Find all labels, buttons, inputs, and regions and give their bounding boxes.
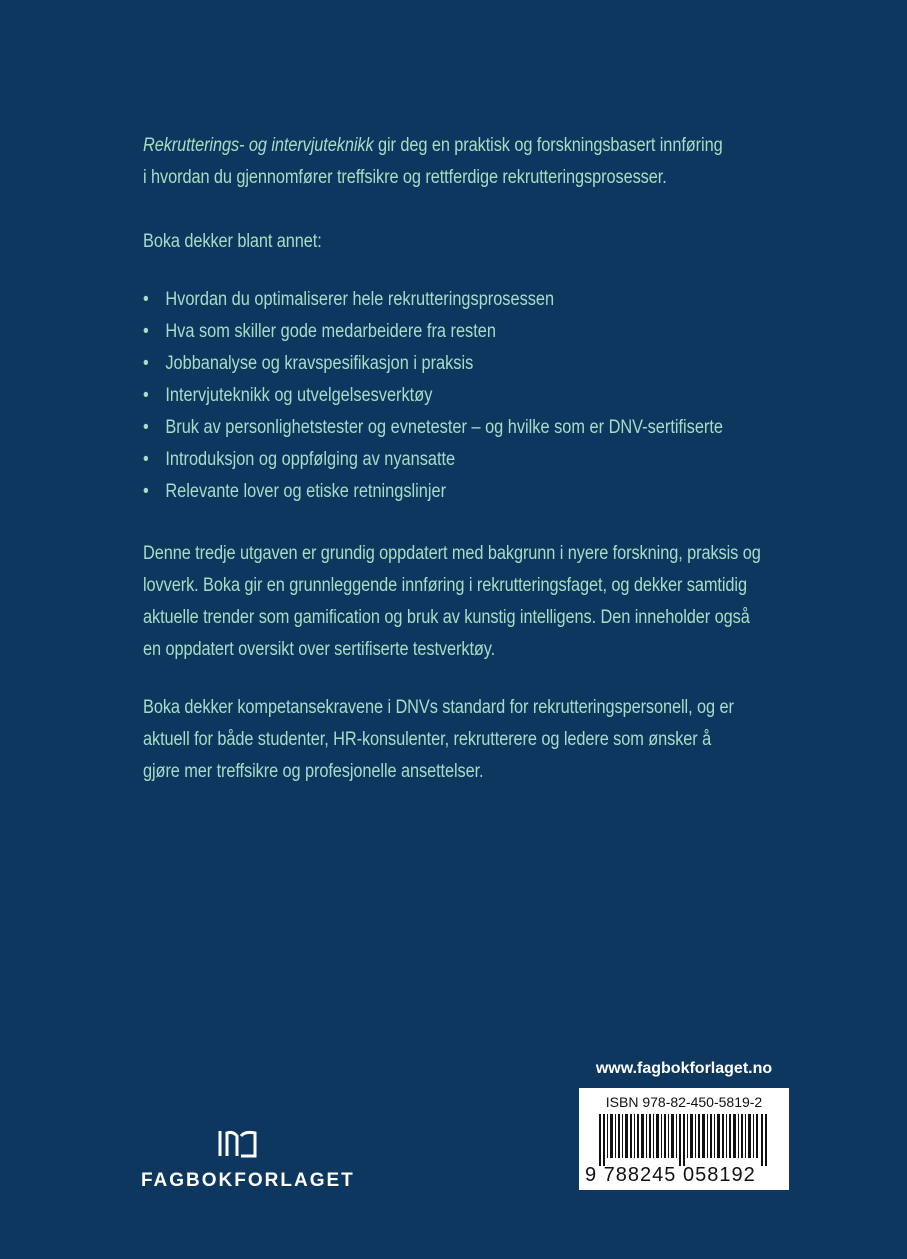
bullet-icon: • (143, 321, 149, 342)
list-item-text: Intervjuteknikk og utvelgelsesverktøy (165, 385, 433, 406)
bullet-icon: • (143, 417, 149, 438)
isbn-barcode (579, 1088, 789, 1190)
publisher-name: FAGBOKFORLAGET (141, 1170, 355, 1191)
list-item-text: Bruk av personlighetstester og evnetester – og hvilke som er DNV-sertifiserte (165, 417, 723, 438)
book-logo-icon (217, 1128, 259, 1160)
barcode-digits: 9 788245 058192 (585, 1164, 756, 1186)
paragraph-line: lovverk. Boka gir en grunnleggende innføring i rekrutteringsfaget, og dekker samtidig (143, 575, 747, 596)
paragraph-line: aktuell for både studenter, HR-konsulenter, rekrutterere og ledere som ønsker å (143, 729, 712, 750)
barcode-icon (599, 1114, 771, 1166)
intro-line-1 (143, 130, 723, 162)
intro-paragraph (143, 130, 723, 194)
list-item (143, 316, 723, 348)
list-item-text: Introduksjon og oppfølging av nyansatte (165, 449, 456, 470)
list-item-text: Jobbanalyse og kravspesifikasjon i praksis (165, 353, 474, 374)
bullet-icon: • (143, 449, 149, 470)
list-item-text: Relevante lover og etiske retningslinjer (165, 481, 447, 502)
list-item (143, 380, 723, 412)
edition-paragraph (143, 538, 761, 666)
list-item-text: Hva som skiller gode medarbeidere fra resten (165, 321, 496, 342)
paragraph-line: en oppdatert oversikt over sertifiserte testverktøy. (143, 639, 496, 660)
intro-line-2: i hvordan du gjennomfører treffsikre og rettferdige rekrutteringsprosesser. (143, 167, 667, 188)
publisher-url: www.fagbokforlaget.no (595, 1060, 773, 1077)
paragraph-line: Denne tredje utgaven er grundig oppdatert med bakgrunn i nyere forskning, praksis og (143, 543, 761, 564)
book-title-italic: Rekrutterings- og intervjuteknikk (143, 135, 374, 156)
list-item (143, 476, 723, 508)
topic-list (143, 284, 723, 508)
paragraph-line: gjøre mer treffsikre og profesjonelle ansettelser. (143, 761, 484, 782)
audience-paragraph (143, 692, 734, 788)
bullet-icon: • (143, 481, 149, 502)
isbn-label: ISBN 978-82-450-5819-2 (605, 1094, 763, 1110)
bullet-icon: • (143, 385, 149, 406)
paragraph-line: aktuelle trender som gamification og bruk av kunstig intelligens. Den inneholder også (143, 607, 750, 628)
bullet-icon: • (143, 289, 149, 310)
list-item (143, 348, 723, 380)
lead-text: Boka dekker blant annet: (143, 231, 322, 252)
bullet-icon: • (143, 353, 149, 374)
list-item (143, 444, 723, 476)
list-item (143, 284, 723, 316)
list-item (143, 412, 723, 444)
intro-line-1-rest: gir deg en praktisk og forskningsbasert innføring (373, 135, 723, 156)
paragraph-line: Boka dekker kompetansekravene i DNVs standard for rekrutteringspersonell, og er (143, 697, 734, 718)
list-item-text: Hvordan du optimaliserer hele rekrutteringsprosessen (165, 289, 555, 310)
